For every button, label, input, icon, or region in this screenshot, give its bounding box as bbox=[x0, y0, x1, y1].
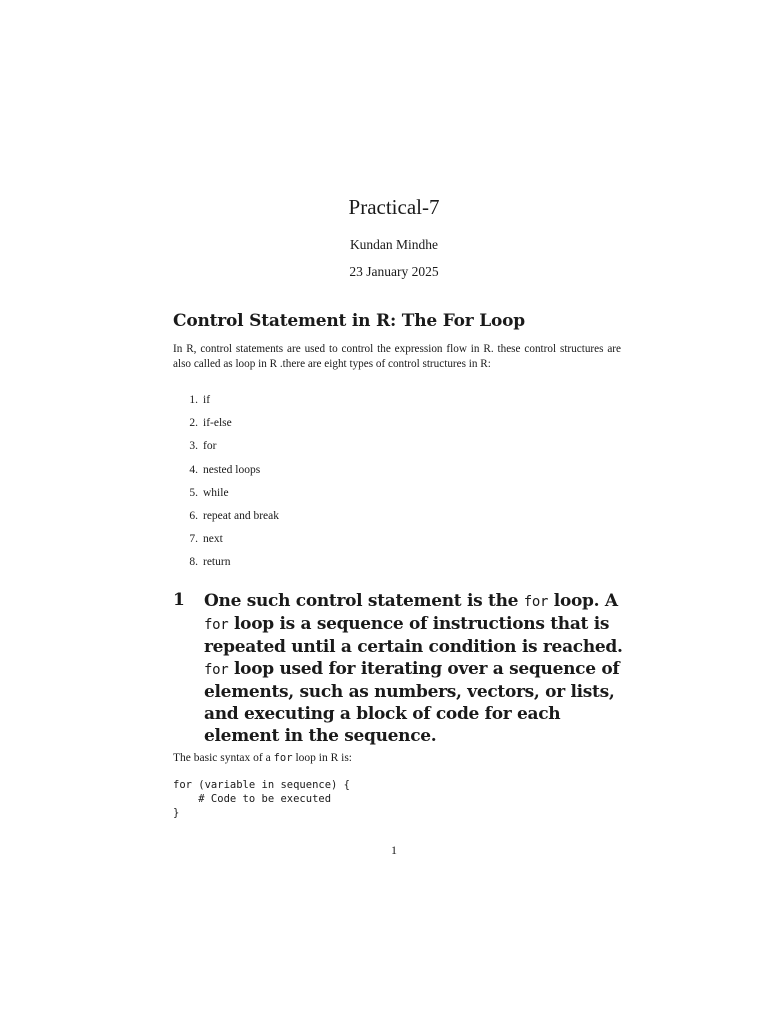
section-title: Control Statement in R: The For Loop bbox=[173, 311, 525, 331]
list-item bbox=[173, 464, 279, 487]
list-item-label: next bbox=[203, 533, 223, 546]
inline-code: for bbox=[204, 662, 229, 678]
control-structures-list bbox=[173, 394, 279, 580]
list-item-label: nested loops bbox=[203, 463, 261, 476]
syntax-intro bbox=[173, 752, 352, 764]
list-item-number: 1. bbox=[189, 394, 198, 406]
list-item-number: 6. bbox=[189, 509, 198, 522]
section-heading-text: loop is a sequence of instructions that is repeated until a certain condition is reached. bbox=[204, 614, 623, 657]
list-item bbox=[173, 487, 279, 510]
list-item-number: 4. bbox=[189, 463, 198, 476]
list-item-label: for bbox=[203, 440, 217, 453]
list-item-number: 7. bbox=[189, 533, 198, 546]
document-author: Kundan Mindhe bbox=[349, 237, 439, 252]
inline-code: for bbox=[523, 594, 549, 610]
list-item bbox=[173, 556, 279, 579]
syntax-intro-text: The basic syntax of a bbox=[173, 752, 274, 764]
list-item-number: 8. bbox=[189, 556, 198, 569]
list-item-number: 3. bbox=[189, 440, 198, 453]
intro-paragraph: In R, control statements are used to control the expression flow in R. these control structures are also called as loop in R .there are eight types of control structures in R: bbox=[173, 343, 621, 370]
section-number: 1 bbox=[173, 590, 185, 610]
list-item-number: 5. bbox=[189, 486, 198, 499]
page-number: 1 bbox=[391, 843, 397, 857]
list-item bbox=[173, 510, 279, 533]
syntax-intro-text: loop in R is: bbox=[292, 752, 352, 764]
list-item-label: if bbox=[203, 394, 211, 406]
list-item-label: while bbox=[203, 486, 229, 499]
list-item-number: 2. bbox=[189, 417, 198, 430]
section-heading bbox=[204, 590, 624, 747]
list-item bbox=[173, 394, 279, 417]
section-heading-text: loop used for iterating over a sequence of elements, such as numbers, vectors, or lists, and executing a block of code for each element in the sequence. bbox=[204, 659, 620, 746]
list-item bbox=[173, 417, 279, 440]
document-title: Practical-7 bbox=[348, 195, 440, 219]
section-heading-text: loop. A bbox=[548, 591, 618, 611]
inline-code: for bbox=[273, 752, 293, 764]
list-item-label: return bbox=[203, 556, 231, 569]
list-item bbox=[173, 533, 279, 556]
list-item bbox=[173, 440, 279, 463]
inline-code: for bbox=[204, 617, 229, 633]
section-heading-text: One such control statement is the bbox=[204, 591, 524, 611]
list-item-label: if-else bbox=[203, 417, 232, 430]
document-date: 23 January 2025 bbox=[349, 264, 439, 279]
list-item-label: repeat and break bbox=[203, 509, 279, 522]
code-block: for (variable in sequence) { # Code to be executed } bbox=[173, 779, 351, 819]
